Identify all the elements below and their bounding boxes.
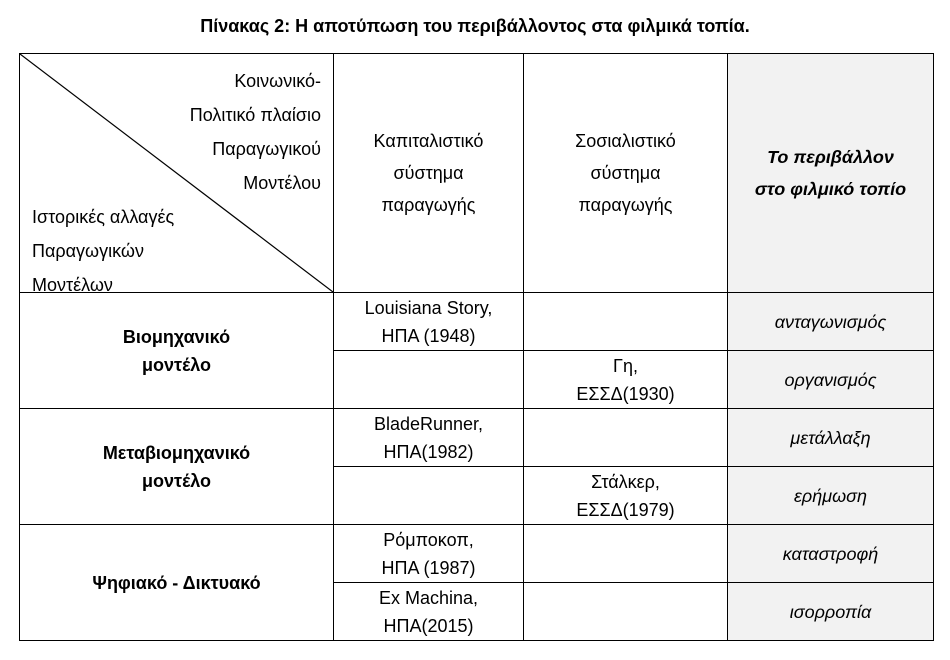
header-capitalist-label: Καπιταλιστικό σύστημα παραγωγής xyxy=(373,131,484,215)
model-cell xyxy=(20,409,334,525)
environment-cell xyxy=(728,525,934,583)
corner-bottom-label: Ιστορικές αλλαγές Παραγωγικών Μοντέλων xyxy=(32,207,175,295)
capitalist-cell xyxy=(334,409,524,467)
model-cell xyxy=(20,293,334,409)
header-capitalist xyxy=(334,54,524,293)
socialist-cell xyxy=(524,351,728,409)
environment-cell xyxy=(728,351,934,409)
capitalist-cell xyxy=(334,525,524,583)
film-entry: Γη, ΕΣΣΔ(1930) xyxy=(576,355,675,404)
environment-cell xyxy=(728,293,934,351)
corner-header-cell xyxy=(20,54,334,293)
table-row xyxy=(20,409,934,467)
environment-cell xyxy=(728,467,934,525)
film-entry: Ρόμποκοπ, ΗΠΑ (1987) xyxy=(381,529,476,578)
socialist-cell xyxy=(524,409,728,467)
header-socialist-label: Σοσιαλιστικό σύστημα παραγωγής xyxy=(575,131,676,215)
environment-value: ανταγωνισμός xyxy=(774,311,887,332)
model-cell xyxy=(20,525,334,641)
capitalist-cell xyxy=(334,583,524,641)
film-entry: Ex Machina, ΗΠΑ(2015) xyxy=(378,587,479,636)
environment-cell xyxy=(728,409,934,467)
film-landscape-table xyxy=(19,53,934,641)
capitalist-cell xyxy=(334,293,524,351)
environment-value: οργανισμός xyxy=(784,369,877,390)
film-entry: Στάλκερ, ΕΣΣΔ(1979) xyxy=(576,471,675,520)
table-caption: Πίνακας 2: Η αποτύπωση του περιβάλλοντος στα φιλμικά τοπία. xyxy=(200,16,750,36)
environment-value: καταστροφή xyxy=(782,543,879,564)
model-label: Ψηφιακό - Δικτυακό xyxy=(92,572,261,593)
socialist-cell xyxy=(524,583,728,641)
model-label: Βιομηχανικό μοντέλο xyxy=(122,326,231,375)
environment-value: μετάλλαξη xyxy=(790,427,871,448)
header-row xyxy=(20,54,934,293)
header-environment-label: Το περιβάλλον στο φιλμικό τοπίο xyxy=(754,147,907,199)
corner-top-label: Κοινωνικό- Πολιτικό πλαίσιο Παραγωγικού Μοντέλου xyxy=(189,71,321,193)
socialist-cell xyxy=(524,467,728,525)
environment-cell xyxy=(728,583,934,641)
film-entry: Louisiana Story, ΗΠΑ (1948) xyxy=(364,297,493,346)
capitalist-cell xyxy=(334,467,524,525)
socialist-cell xyxy=(524,293,728,351)
environment-value: ερήμωση xyxy=(794,485,867,506)
model-label: Μεταβιομηχανικό μοντέλο xyxy=(102,442,251,491)
environment-value: ισορροπία xyxy=(789,601,872,622)
capitalist-cell xyxy=(334,351,524,409)
table-row xyxy=(20,525,934,583)
socialist-cell xyxy=(524,525,728,583)
film-entry: BladeRunner, ΗΠΑ(1982) xyxy=(373,413,484,462)
header-environment xyxy=(728,54,934,293)
header-socialist xyxy=(524,54,728,293)
